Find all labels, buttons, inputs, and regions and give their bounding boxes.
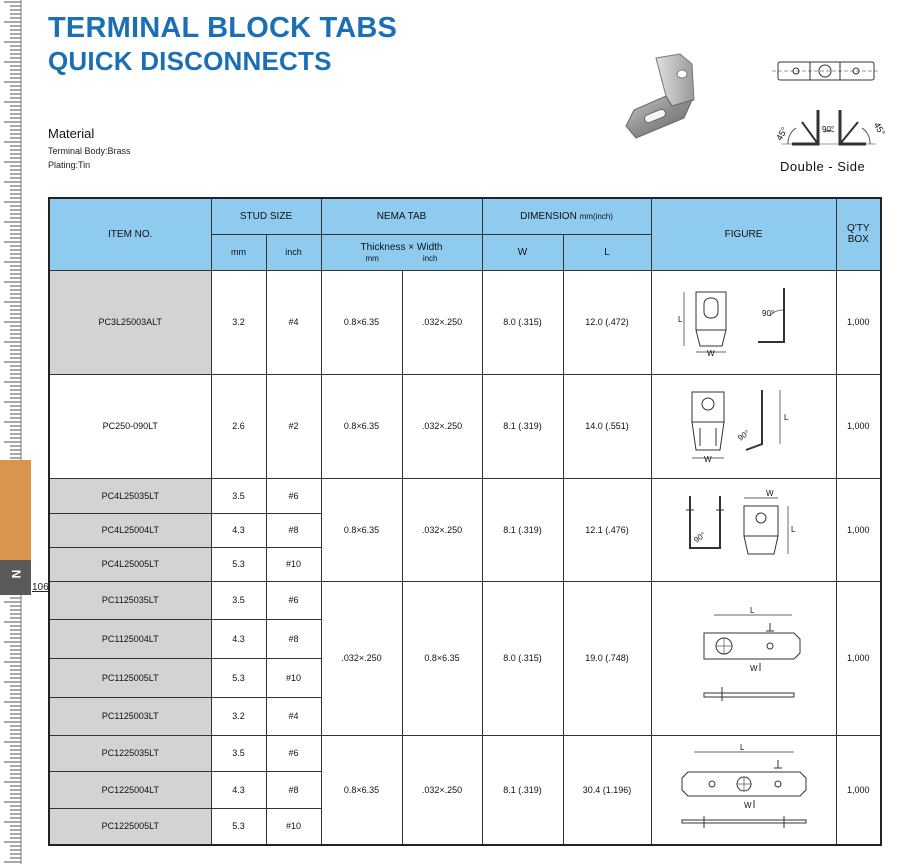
item-number: PC4L25004LT: [49, 513, 211, 547]
stud-inch: #8: [266, 513, 321, 547]
stud-mm: 3.2: [211, 697, 266, 735]
item-number: PC1225005LT: [49, 808, 211, 845]
qty: 1,000: [836, 270, 881, 374]
page-number: 106: [32, 582, 49, 593]
header-dim-l: L: [563, 234, 651, 270]
header-stud-size: STUD SIZE: [211, 198, 321, 234]
figure-cell: [651, 735, 836, 845]
dim-w: 8.1 (.319): [482, 478, 563, 581]
qty: 1,000: [836, 478, 881, 581]
item-number: PC1125004LT: [49, 619, 211, 658]
stud-inch: #8: [266, 771, 321, 808]
stud-inch: #6: [266, 581, 321, 619]
stud-mm: 4.3: [211, 513, 266, 547]
qty: 1,000: [836, 374, 881, 478]
page-title: TERMINAL BLOCK TABS: [48, 12, 398, 44]
nema-a: 0.8×6.35: [321, 735, 402, 845]
stud-inch: #10: [266, 547, 321, 581]
svg-text:W: W: [749, 664, 758, 673]
header-item-no: ITEM NO.: [49, 198, 211, 270]
stud-inch: #4: [266, 697, 321, 735]
stud-mm: 3.5: [211, 581, 266, 619]
stud-inch: #10: [266, 658, 321, 697]
angle-mid-label: 90°: [822, 125, 835, 134]
item-number: PC3L25003ALT: [49, 270, 211, 374]
svg-text:L: L: [749, 606, 754, 615]
stud-inch: #6: [266, 478, 321, 513]
nema-b: .032×.250: [402, 374, 482, 478]
page-edge-ruler: [0, 0, 22, 864]
dim-w: 8.0 (.315): [482, 581, 563, 735]
dim-l: 12.0 (.472): [563, 270, 651, 374]
page-subtitle: QUICK DISCONNECTS: [48, 46, 332, 76]
spec-table: [48, 197, 882, 846]
header-qty: Q'TY BOX: [836, 198, 881, 270]
item-number: PC4L25005LT: [49, 547, 211, 581]
qty: 1,000: [836, 581, 881, 735]
item-number: PC250-090LT: [49, 374, 211, 478]
material-plating: Plating:Tin: [48, 160, 91, 170]
table-row: [49, 270, 881, 374]
stud-mm: 4.3: [211, 771, 266, 808]
product-photo: [622, 52, 702, 142]
header-dim-w: W: [482, 234, 563, 270]
svg-text:90°: 90°: [735, 428, 751, 443]
item-number: PC1125035LT: [49, 581, 211, 619]
angle-right-label: 45°: [871, 120, 888, 138]
figure-cell: [651, 581, 836, 735]
stud-mm: 2.6: [211, 374, 266, 478]
item-number: PC1125005LT: [49, 658, 211, 697]
stud-mm: 3.2: [211, 270, 266, 374]
svg-text:W: W: [703, 455, 712, 464]
header-stud-inch: inch: [266, 234, 321, 270]
item-number: PC1225035LT: [49, 735, 211, 771]
item-number: PC1225004LT: [49, 771, 211, 808]
dim-l: 30.4 (1.196): [563, 735, 651, 845]
table-row: [49, 581, 881, 619]
nema-b: .032×.250: [402, 478, 482, 581]
svg-text:L: L: [790, 524, 795, 534]
item-number: PC1125003LT: [49, 697, 211, 735]
stud-inch: #10: [266, 808, 321, 845]
dim-l: 19.0 (.748): [563, 581, 651, 735]
figure-cell: [651, 374, 836, 478]
svg-text:90°: 90°: [761, 309, 774, 318]
header-dimension: DIMENSION mm(inch): [482, 198, 651, 234]
double-tab-top-view-figure: [770, 52, 880, 92]
double-side-bend-figure: [774, 100, 888, 158]
header-nema-tab: NEMA TAB: [321, 198, 482, 234]
stud-mm: 5.3: [211, 808, 266, 845]
table-row: [49, 374, 881, 478]
material-body: Terminal Body:Brass: [48, 146, 131, 156]
stud-inch: #4: [266, 270, 321, 374]
qty: 1,000: [836, 735, 881, 845]
svg-text:W: W: [706, 349, 715, 358]
stud-mm: 3.5: [211, 735, 266, 771]
stud-inch: #6: [266, 735, 321, 771]
svg-text:L: L: [783, 413, 788, 422]
double-ended-tab-figure: [674, 742, 814, 838]
stud-mm: 5.3: [211, 658, 266, 697]
nema-a: .032×.250: [321, 581, 402, 735]
nema-a: 0.8×6.35: [321, 374, 402, 478]
svg-text:L: L: [739, 742, 744, 752]
nema-b: .032×.250: [402, 735, 482, 845]
svg-text:W: W: [765, 488, 774, 498]
header-nema-sub: Thickness × Width mm inch: [321, 234, 482, 270]
table-row: [49, 735, 881, 771]
nema-a: 0.8×6.35: [321, 478, 402, 581]
double-side-label: Double - Side: [780, 159, 866, 174]
header-stud-mm: mm: [211, 234, 266, 270]
nema-b: .032×.250: [402, 270, 482, 374]
stud-mm: 5.3: [211, 547, 266, 581]
dim-w: 8.0 (.315): [482, 270, 563, 374]
right-angle-tab-figure: [674, 282, 814, 362]
figure-cell: [651, 270, 836, 374]
header-figure: FIGURE: [651, 198, 836, 270]
svg-text:90°: 90°: [691, 529, 707, 545]
dim-w: 8.1 (.319): [482, 374, 563, 478]
double-upright-tab-figure: [674, 490, 814, 570]
figure-cell: [651, 478, 836, 581]
angled-flag-tab-figure: [674, 384, 814, 468]
dim-l: 12.1 (.476): [563, 478, 651, 581]
nema-b: 0.8×6.35: [402, 581, 482, 735]
table-row: [49, 478, 881, 513]
section-tab-letter: N: [9, 569, 24, 579]
svg-text:L: L: [677, 315, 682, 324]
dim-w: 8.1 (.319): [482, 735, 563, 845]
stud-mm: 4.3: [211, 619, 266, 658]
material-heading: Material: [48, 126, 95, 141]
stud-inch: #8: [266, 619, 321, 658]
dim-l: 14.0 (.551): [563, 374, 651, 478]
angle-left-label: 45°: [774, 125, 790, 143]
stud-mm: 3.5: [211, 478, 266, 513]
straight-single-tab-figure: [674, 603, 814, 713]
stud-inch: #2: [266, 374, 321, 478]
svg-text:W: W: [743, 800, 752, 810]
item-number: PC4L25035LT: [49, 478, 211, 513]
nema-a: 0.8×6.35: [321, 270, 402, 374]
